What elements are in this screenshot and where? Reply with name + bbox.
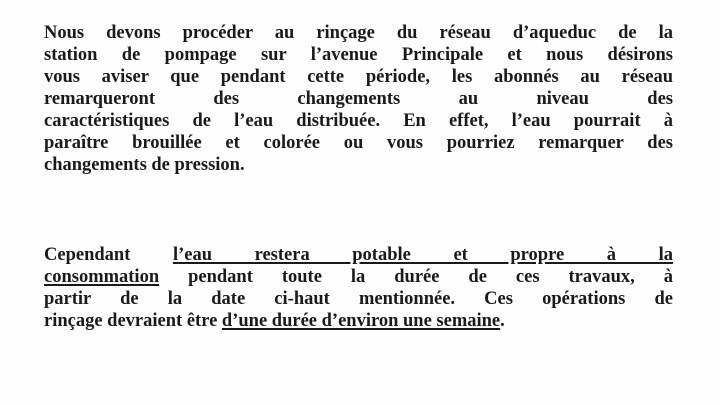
paragraph-line: Nous devons procéder au rinçage du réseau d’aqueduc de la: [44, 23, 673, 43]
paragraph-line: [44, 310, 673, 332]
paragraph-notice: [44, 22, 673, 176]
paragraph-line: paraître brouillée et colorée ou vous pourriez remarquer des: [44, 133, 673, 153]
plain-text: Cependant: [44, 245, 173, 265]
underlined-text: l’eau restera potable et propre à la: [172, 245, 673, 265]
paragraph-line: [44, 266, 673, 288]
underlined-text: d’une durée d’environ une semaine: [221, 311, 501, 331]
plain-text: pendant toute la durée de ces travaux, à: [159, 267, 673, 287]
plain-text: rinçage devraient être: [44, 311, 222, 331]
paragraph-line: changements de pression.: [44, 155, 245, 175]
paragraph-line: remarqueront des changements au niveau des: [44, 89, 673, 109]
paragraph-line: vous aviser que pendant cette période, les abonnés au réseau: [44, 67, 673, 87]
underlined-text: consommation: [44, 267, 160, 287]
paragraph-line: station de pompage sur l’avenue Principale et nous désirons: [44, 45, 673, 65]
paragraph-line: caractéristiques de l’eau distribuée. En effet, l’eau pourrait à: [44, 111, 673, 131]
paragraph-line: [44, 244, 673, 266]
paragraph-line: partir de la date ci-haut mentionnée. Ces opérations de: [44, 289, 673, 309]
paragraph-potable-water: [44, 244, 673, 332]
plain-text: .: [500, 311, 505, 331]
